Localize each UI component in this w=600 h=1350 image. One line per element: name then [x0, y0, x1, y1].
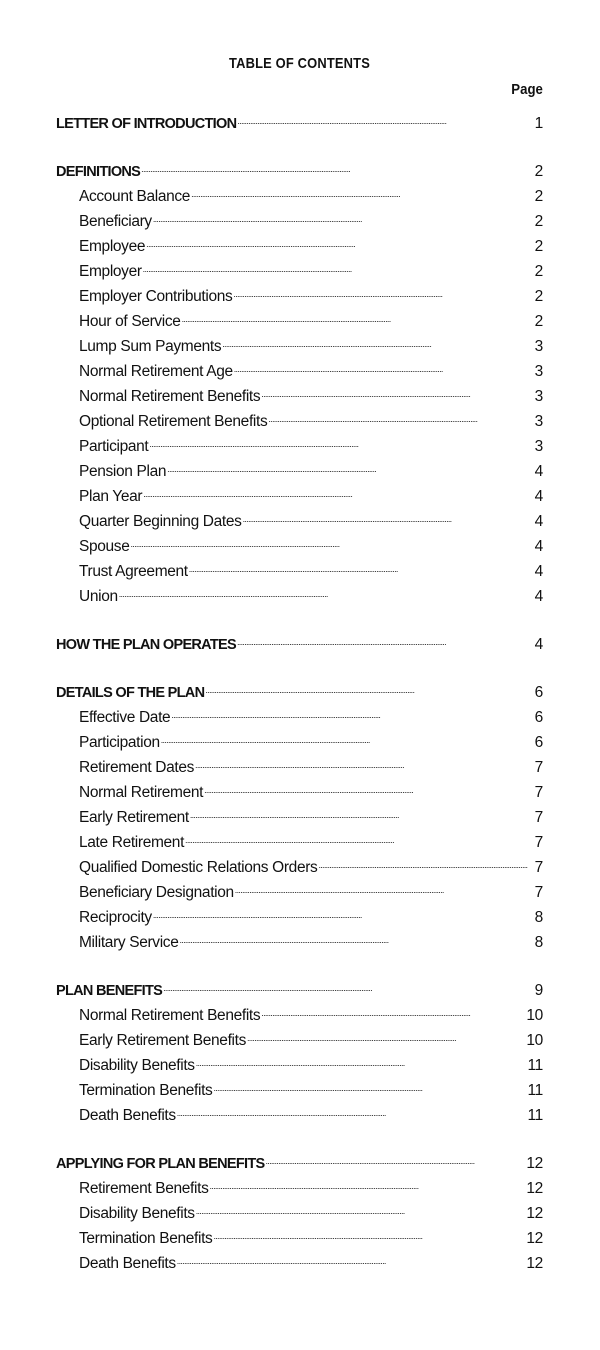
toc-entry-label: Qualified Domestic Relations Orders	[79, 859, 318, 876]
toc-page-number: 11	[527, 1107, 543, 1124]
toc-entry-label: Disability Benefits	[79, 1057, 195, 1074]
toc-entry-label: Effective Date	[79, 709, 171, 726]
toc-entry-label: Account Balance	[79, 188, 191, 205]
toc-page-number: 7	[534, 859, 543, 876]
toc-page-number: 8	[534, 934, 543, 951]
toc-entry-label: Employer Contributions	[79, 288, 233, 305]
dot-leader	[196, 1045, 527, 1070]
dot-leader	[163, 970, 534, 995]
toc-section	[56, 151, 543, 605]
dot-leader	[318, 847, 533, 872]
toc-entry-label: Spouse	[79, 538, 130, 555]
toc-entry-label: Retirement Dates	[79, 759, 195, 776]
toc-entry-label: Union	[79, 588, 118, 605]
dot-leader	[204, 772, 534, 797]
toc-page-number: 2	[534, 213, 543, 230]
dot-leader	[265, 1143, 525, 1168]
dot-leader	[268, 401, 533, 426]
toc-page-number: 9	[534, 982, 543, 999]
toc-entry-label: Death Benefits	[79, 1107, 176, 1124]
dot-leader	[205, 672, 533, 697]
toc-page-number: 2	[534, 313, 543, 330]
dot-leader	[213, 1070, 526, 1095]
toc-page-number: 10	[526, 1007, 543, 1024]
dot-leader	[243, 501, 534, 526]
toc-page-number: 4	[534, 538, 543, 555]
toc-page-number: 11	[527, 1057, 543, 1074]
toc-page-number: 7	[534, 884, 543, 901]
dot-leader	[189, 551, 534, 576]
toc-heading-label: HOW THE PLAN OPERATES	[56, 637, 236, 653]
dot-leader	[130, 526, 533, 551]
toc-section-heading[interactable]	[56, 103, 543, 132]
toc-page-number: 2	[534, 288, 543, 305]
toc-page-number: 4	[534, 488, 543, 505]
toc-entry-label: Participation	[79, 734, 160, 751]
toc-page-number: 7	[534, 759, 543, 776]
dot-leader	[237, 103, 533, 128]
toc-section	[56, 103, 543, 132]
toc-page-number: 2	[534, 263, 543, 280]
toc-page-number: 6	[534, 684, 543, 701]
toc-section-heading[interactable]	[56, 151, 543, 180]
toc-page-number: 4	[534, 636, 543, 653]
toc-heading-label: DETAILS OF THE PLAN	[56, 685, 205, 701]
toc-entry-label: Early Retirement	[79, 809, 189, 826]
toc-page-number: 3	[534, 338, 543, 355]
toc-entry-label: Optional Retirement Benefits	[79, 413, 268, 430]
toc-page-number: 4	[534, 588, 543, 605]
toc-page-number: 12	[526, 1205, 543, 1222]
toc-heading-label: LETTER OF INTRODUCTION	[56, 116, 237, 132]
dot-leader	[191, 176, 534, 201]
dot-leader	[190, 797, 534, 822]
toc-list	[56, 103, 543, 1272]
toc-entry-label: Employer	[79, 263, 142, 280]
toc-page	[56, 54, 543, 1291]
page-column-header	[56, 80, 543, 103]
toc-entry-label: Beneficiary	[79, 213, 152, 230]
toc-page-number: 3	[534, 413, 543, 430]
toc-entry-label: Lump Sum Payments	[79, 338, 222, 355]
toc-entry-label: Employee	[79, 238, 146, 255]
dot-leader	[119, 576, 534, 601]
toc-heading-label: DEFINITIONS	[56, 164, 141, 180]
toc-page-number: 2	[534, 238, 543, 255]
dot-leader	[196, 1193, 526, 1218]
toc-entry-label: Quarter Beginning Dates	[79, 513, 242, 530]
toc-entry-label: Retirement Benefits	[79, 1180, 209, 1197]
toc-page-number: 1	[534, 115, 543, 132]
toc-section	[56, 624, 543, 653]
dot-leader	[161, 722, 534, 747]
toc-entry-label: Early Retirement Benefits	[79, 1032, 246, 1049]
toc-page-number: 4	[534, 513, 543, 530]
toc-entry-label: Normal Retirement	[79, 784, 204, 801]
toc-page-number: 2	[534, 163, 543, 180]
toc-section	[56, 970, 543, 1124]
toc-page-number: 7	[534, 834, 543, 851]
dot-leader	[185, 822, 534, 847]
toc-page-number: 7	[534, 784, 543, 801]
toc-entry-label: Military Service	[79, 934, 179, 951]
toc-page-number: 3	[534, 363, 543, 380]
dot-leader	[167, 451, 534, 476]
toc-entry-label: Normal Retirement Age	[79, 363, 233, 380]
dot-leader	[153, 201, 534, 226]
toc-heading-label: PLAN BENEFITS	[56, 983, 163, 999]
toc-page-number: 7	[534, 809, 543, 826]
toc-entry-label: Death Benefits	[79, 1255, 176, 1272]
dot-leader	[171, 697, 533, 722]
dot-leader	[146, 226, 534, 251]
toc-entry-label: Pension Plan	[79, 463, 167, 480]
toc-page-number: 8	[534, 909, 543, 926]
dot-leader	[177, 1243, 526, 1268]
toc-section	[56, 672, 543, 951]
toc-section-heading[interactable]	[56, 624, 543, 653]
dot-leader	[222, 326, 533, 351]
dot-leader	[143, 251, 534, 276]
toc-page-number: 2	[534, 188, 543, 205]
toc-section-heading[interactable]	[56, 970, 543, 999]
toc-entry-label: Termination Benefits	[79, 1082, 213, 1099]
dot-leader	[182, 301, 534, 326]
dot-leader	[179, 922, 533, 947]
toc-entry[interactable]	[56, 576, 543, 605]
toc-section-heading[interactable]	[56, 672, 543, 701]
toc-page-number: 4	[534, 463, 543, 480]
toc-page-number: 12	[526, 1155, 543, 1172]
toc-entry-label: Disability Benefits	[79, 1205, 195, 1222]
dot-leader	[261, 995, 525, 1020]
toc-entry-label: Termination Benefits	[79, 1230, 213, 1247]
toc-page-number: 11	[527, 1082, 543, 1099]
dot-leader	[153, 897, 534, 922]
toc-entry-label: Reciprocity	[79, 909, 152, 926]
toc-entry-label: Participant	[79, 438, 149, 455]
dot-leader	[247, 1020, 525, 1045]
dot-leader	[195, 747, 534, 772]
toc-entry-label: Plan Year	[79, 488, 143, 505]
toc-section-heading[interactable]	[56, 1143, 543, 1172]
toc-page-number: 10	[526, 1032, 543, 1049]
dot-leader	[261, 376, 533, 401]
dot-leader	[233, 276, 533, 301]
page-title: TABLE OF CONTENTS	[228, 55, 370, 72]
dot-leader	[141, 151, 534, 176]
dot-leader	[213, 1218, 525, 1243]
toc-page-number: 12	[526, 1180, 543, 1197]
dot-leader	[209, 1168, 525, 1193]
toc-page-number: 6	[534, 709, 543, 726]
dot-leader	[235, 872, 534, 897]
toc-page-number: 3	[534, 388, 543, 405]
dot-leader	[237, 624, 534, 649]
toc-entry-label: Normal Retirement Benefits	[79, 1007, 261, 1024]
toc-page-number: 12	[526, 1255, 543, 1272]
dot-leader	[149, 426, 533, 451]
page-column-header-label: Page	[511, 81, 543, 98]
dot-leader	[177, 1095, 527, 1120]
toc-entry-label: Beneficiary Designation	[79, 884, 234, 901]
toc-page-number: 12	[526, 1230, 543, 1247]
toc-entry-label: Hour of Service	[79, 313, 181, 330]
toc-section	[56, 1143, 543, 1272]
toc-entry-label: Normal Retirement Benefits	[79, 388, 261, 405]
dot-leader	[234, 351, 534, 376]
dot-leader	[143, 476, 533, 501]
toc-entry-label: Late Retirement	[79, 834, 185, 851]
toc-entry-label: Trust Agreement	[79, 563, 188, 580]
toc-page-number: 3	[534, 438, 543, 455]
toc-page-number: 4	[534, 563, 543, 580]
toc-page-number: 6	[534, 734, 543, 751]
toc-heading-label: APPLYING FOR PLAN BENEFITS	[56, 1156, 265, 1172]
